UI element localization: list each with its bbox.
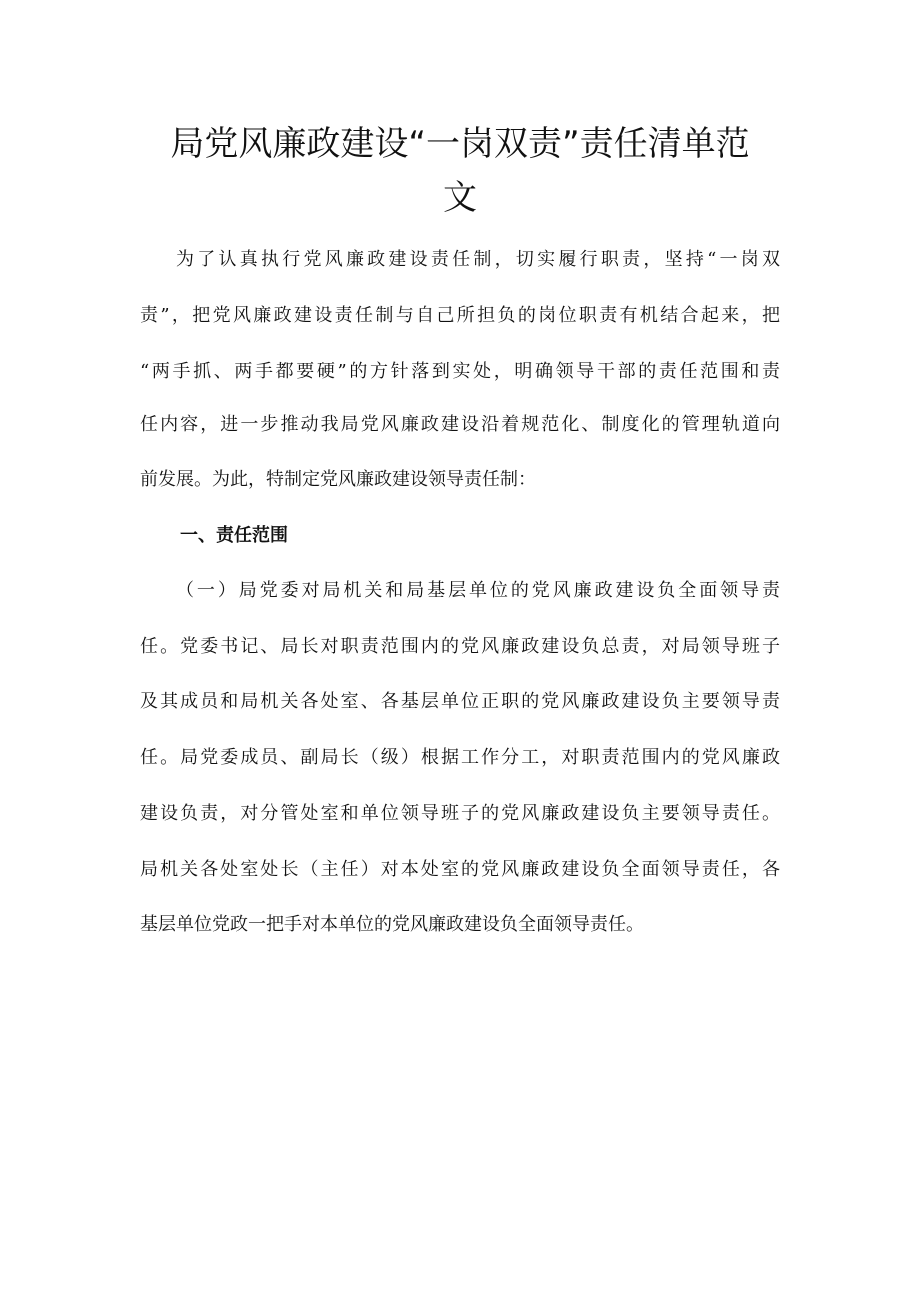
intro-paragraph-line: 任内容，进一步推动我局党风廉政建设沿着规范化、制度化的管理轨道向 (140, 414, 780, 435)
intro-paragraph-line: 前发展。为此，特制定党风廉政建设领导责任制： (140, 469, 536, 490)
intro-paragraph-line: 为了认真执行党风廉政建设责任制，切实履行职责，坚持“一岗双 (176, 249, 780, 270)
document-title-line-2: 文 (443, 178, 477, 218)
section-heading: 一、责任范围 (180, 525, 288, 546)
section-paragraph-line: 基层单位党政一把手对本单位的党风廉政建设负全面领导责任。 (140, 914, 644, 935)
section-paragraph-line: 及其成员和局机关各处室、各基层单位正职的党风廉政建设负主要领导责 (140, 691, 780, 712)
section-paragraph-line: 局机关各处室处长（主任）对本处室的党风廉政建设负全面领导责任，各 (140, 859, 780, 880)
intro-paragraph-line: “两手抓、两手都要硬”的方针落到实处，明确领导干部的责任范围和责 (140, 361, 780, 382)
intro-paragraph-line: 责”，把党风廉政建设责任制与自己所担负的岗位职责有机结合起来，把 (140, 305, 780, 326)
section-paragraph-line: 任。局党委成员、副局长（级）根据工作分工，对职责范围内的党风廉政 (140, 747, 780, 768)
document-title-line-1: 局党风廉政建设“一岗双责”责任清单范 (170, 124, 750, 164)
section-paragraph-line: 任。党委书记、局长对职责范围内的党风廉政建设负总责，对局领导班子 (140, 636, 780, 657)
section-paragraph-line: （一）局党委对局机关和局基层单位的党风廉政建设负全面领导责 (176, 580, 780, 601)
section-paragraph-line: 建设负责，对分管处室和单位领导班子的党风廉政建设负主要领导责任。 (140, 803, 780, 824)
